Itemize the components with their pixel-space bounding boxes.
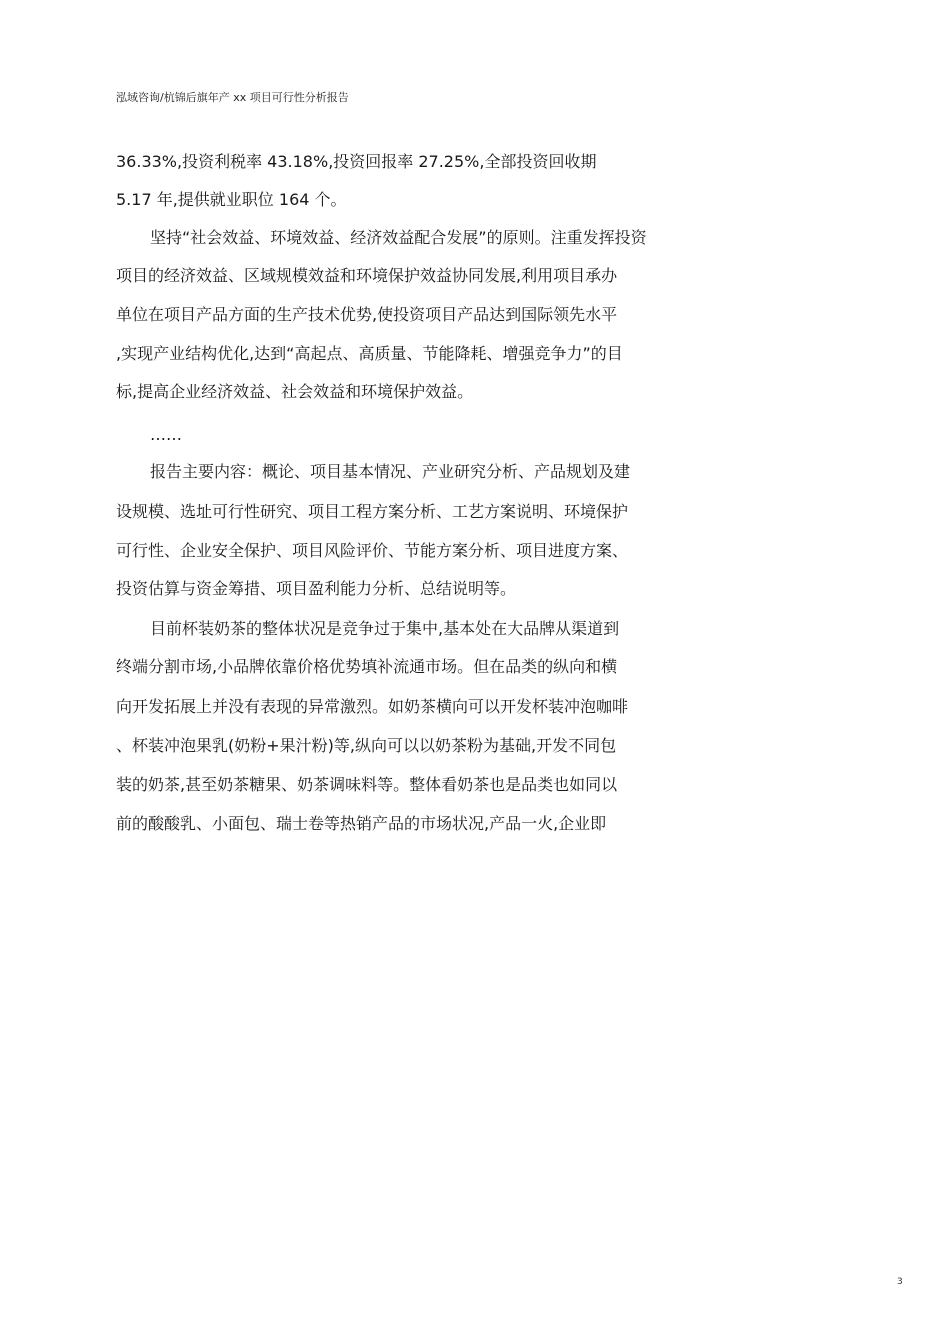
body-line: 标,提高企业经济效益、社会效益和环境保护效益。	[116, 382, 474, 401]
body-line: 报告主要内容：概论、项目基本情况、产业研究分析、产品规划及建	[150, 462, 631, 481]
body-line: 单位在项目产品方面的生产技术优势,使投资项目产品达到国际领先水平	[116, 305, 618, 324]
body-line: 坚持“社会效益、环境效益、经济效益配合发展”的原则。注重发挥投资	[150, 228, 647, 247]
body-line: 终端分割市场,小品牌依靠价格优势填补流通市场。但在品类的纵向和横	[116, 657, 618, 676]
running-header: 泓域咨询/杭锦后旗年产 xx 项目可行性分析报告	[116, 91, 349, 104]
body-line: 目前杯装奶茶的整体状况是竞争过于集中,基本处在大品牌从渠道到	[150, 619, 620, 638]
body-line: 36.33%,投资利税率 43.18%,投资回报率 27.25%,全部投资回收期	[116, 152, 597, 171]
body-line: 向开发拓展上并没有表现的异常激烈。如奶茶横向可以开发杯装冲泡咖啡	[116, 697, 629, 716]
body-line: 、杯装冲泡果乳(奶粉+果汁粉)等,纵向可以以奶茶粉为基础,开发不同包	[116, 736, 617, 755]
body-line: ,实现产业结构优化,达到“高起点、高质量、节能降耗、增强竞争力”的目	[116, 344, 623, 363]
page-number: 3	[897, 1277, 903, 1287]
body-line: 设规模、选址可行性研究、项目工程方案分析、工艺方案说明、环境保护	[116, 502, 629, 521]
body-line: 前的酸酸乳、小面包、瑞士卷等热销产品的市场状况,产品一火,企业即	[116, 814, 607, 833]
body-line: 投资估算与资金筹措、项目盈利能力分析、总结说明等。	[116, 579, 517, 598]
body-line: 项目的经济效益、区域规模效益和环境保护效益协同发展,利用项目承办	[116, 266, 618, 285]
ellipsis-line: ……	[150, 425, 182, 444]
body-line: 装的奶茶,甚至奶茶糖果、奶茶调味料等。整体看奶茶也是品类也如同以	[116, 775, 618, 794]
body-line: 可行性、企业安全保护、项目风险评价、节能方案分析、项目进度方案、	[116, 541, 629, 560]
body-line: 5.17 年,提供就业职位 164 个。	[116, 190, 347, 209]
